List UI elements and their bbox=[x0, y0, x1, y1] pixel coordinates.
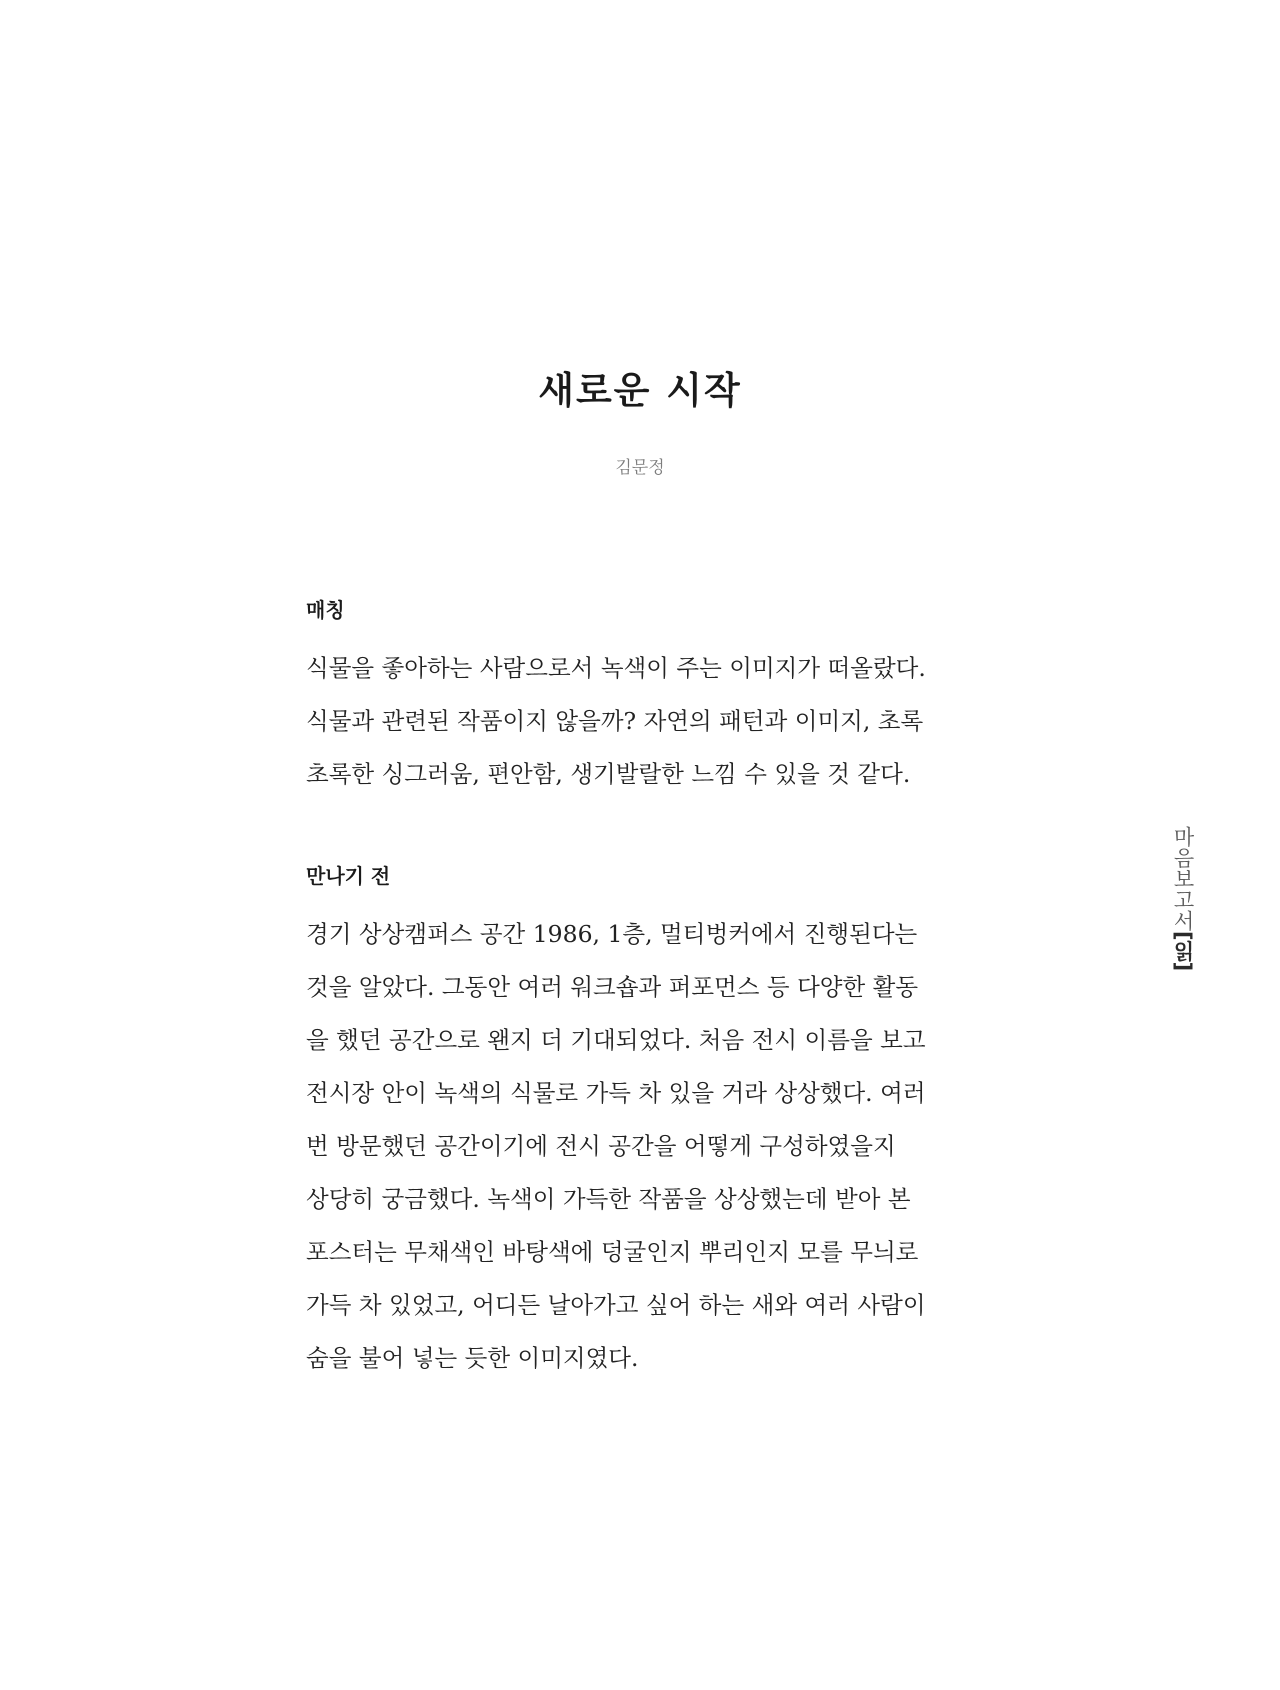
body-line: 전시장 안이 녹색의 식물로 가득 차 있을 거라 상상했다. 여러 bbox=[306, 1079, 926, 1107]
side-section-tab bbox=[1168, 826, 1198, 972]
section-matching bbox=[306, 600, 986, 801]
side-tab-bracket-close: ] bbox=[1171, 961, 1195, 972]
body-line: 상당히 궁금했다. 녹색이 가득한 작품을 상상했는데 받아 본 bbox=[306, 1185, 911, 1213]
body-line: 초록한 싱그러움, 편안함, 생기발랄한 느낌 수 있을 것 같다. bbox=[306, 760, 911, 788]
body-line: 식물과 관련된 작품이지 않을까? 자연의 패턴과 이미지, 초록 bbox=[306, 707, 924, 735]
body-line: 식물을 좋아하는 사람으로서 녹색이 주는 이미지가 떠올랐다. bbox=[306, 654, 926, 682]
side-tab-marker: 읽 bbox=[1171, 940, 1195, 962]
section-heading: 만나기 전 bbox=[306, 864, 391, 888]
section-before-meeting bbox=[306, 866, 986, 1385]
article-title: 새로운 시작 bbox=[538, 369, 742, 412]
section-heading: 매칭 bbox=[306, 598, 345, 622]
body-line: 가득 차 있었고, 어디든 날아가고 싶어 하는 새와 여러 사람이 bbox=[306, 1291, 926, 1319]
body-line: 것을 알았다. 그동안 여러 워크숍과 퍼포먼스 등 다양한 활동 bbox=[306, 973, 919, 1001]
body-line: 숨을 불어 넣는 듯한 이미지였다. bbox=[306, 1344, 639, 1372]
side-tab-label: 마음보고서 bbox=[1171, 826, 1195, 931]
section-body bbox=[306, 642, 986, 801]
body-line: 포스터는 무채색인 바탕색에 덩굴인지 뿌리인지 모를 무늬로 bbox=[306, 1238, 919, 1266]
article-author: 김문정 bbox=[615, 458, 665, 478]
body-line: 을 했던 공간으로 왠지 더 기대되었다. 처음 전시 이름을 보고 bbox=[306, 1026, 926, 1054]
body-line: 번 방문했던 공간이기에 전시 공간을 어떻게 구성하였을지 bbox=[306, 1132, 896, 1160]
section-body bbox=[306, 908, 986, 1385]
body-line: 경기 상상캠퍼스 공간 1986, 1층, 멀티벙커에서 진행된다는 bbox=[306, 920, 918, 948]
side-tab-bracket-open: [ bbox=[1171, 931, 1195, 941]
